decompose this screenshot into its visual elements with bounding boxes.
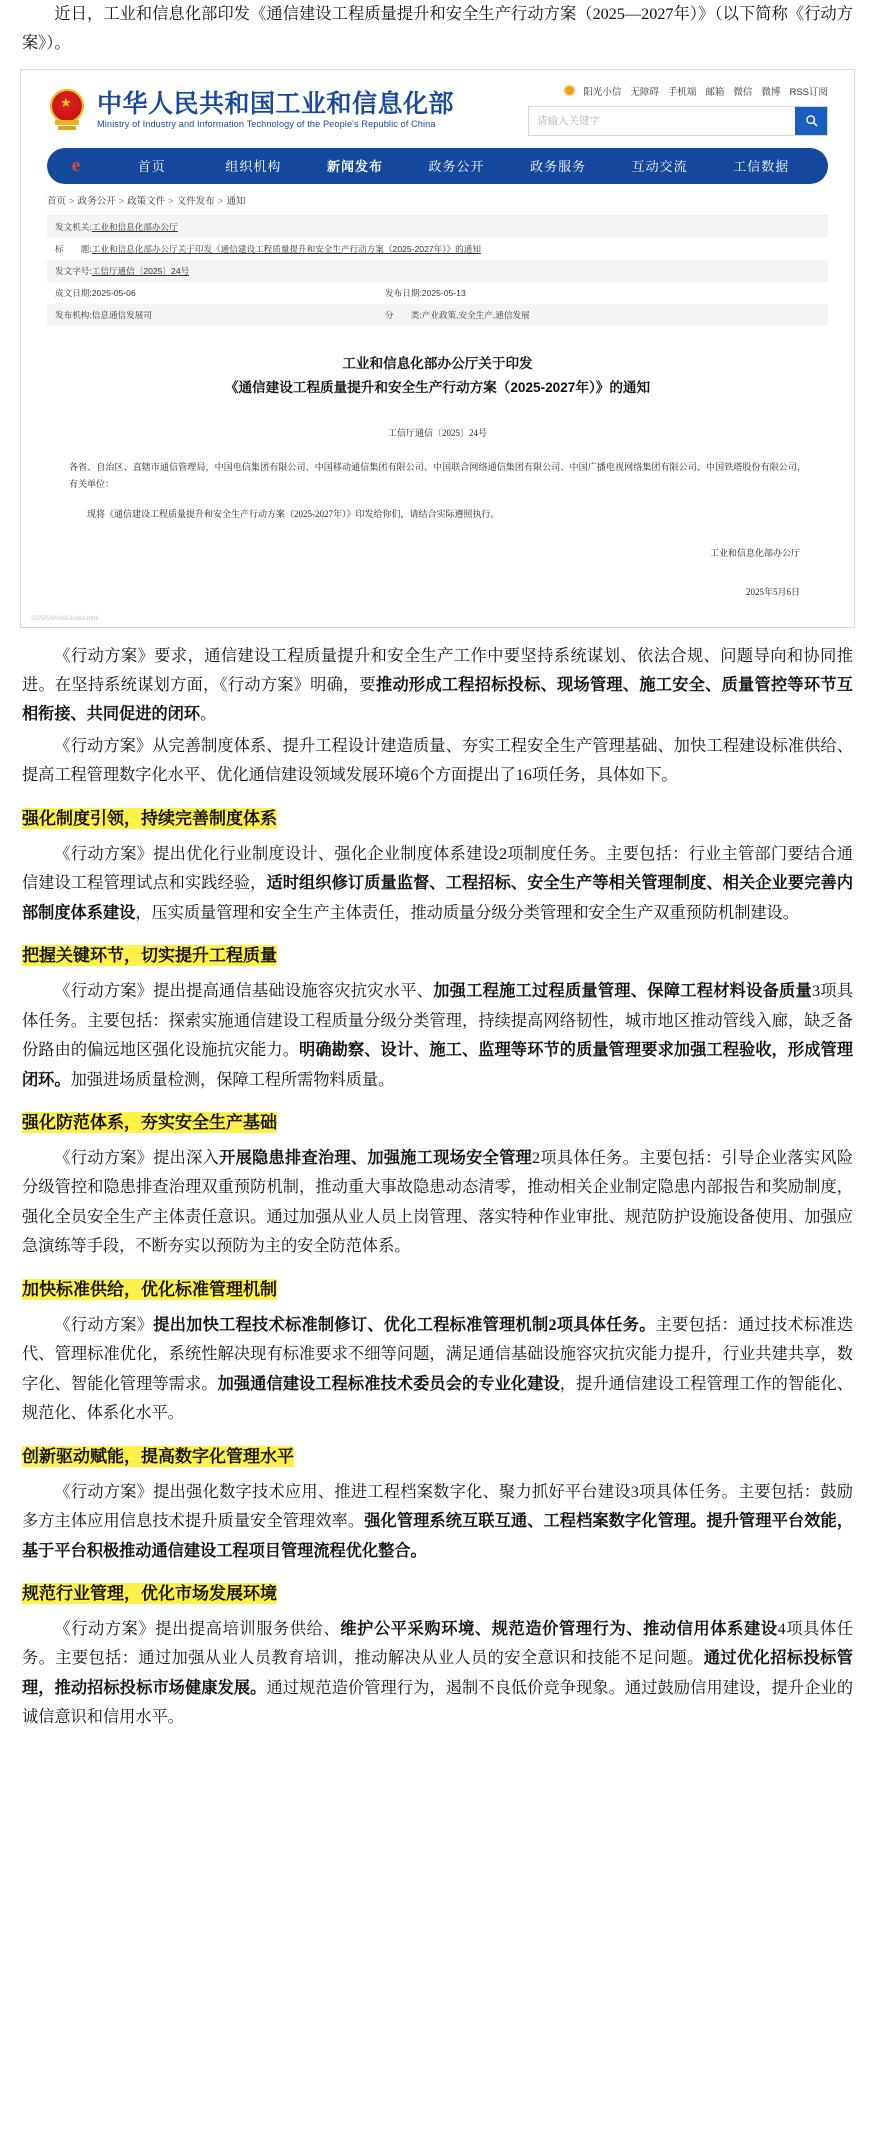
section-paragraph	[0, 1311, 875, 1429]
metadata-key: 发文机关:	[55, 221, 92, 232]
section-heading-text: 加快标准供给，优化标准管理机制	[22, 1279, 277, 1299]
metadata-key: 分 类:	[385, 310, 422, 321]
section-text-bold: 适时组织修订质量监督、工程招标、安全生产等相关管理制度、相关企业要完善内部制度体系建设	[22, 874, 854, 922]
search-button[interactable]	[795, 107, 827, 135]
breadcrumb-separator: >	[168, 195, 174, 207]
section-heading	[0, 1109, 875, 1138]
brand-name-en: Ministry of Industry and Information Technology of the People's Republic of China	[97, 118, 436, 129]
breadcrumb-item-document-release[interactable]: 文件发布	[176, 195, 215, 207]
requirements-text-lead: 《行动方案》要求，通信建设工程质量提升和安全生产工作中要坚持系统谋划、依法合规、问题导向和协同推进。在坚持系统谋划方面，《行动方案》明确，要	[22, 646, 853, 694]
section-heading-text: 规范行业管理，优化市场发展环境	[22, 1584, 277, 1604]
section-heading	[0, 805, 875, 834]
top-link-wechat[interactable]: 微信	[733, 86, 753, 98]
document-title-line2: 《通信建设工程质量提升和安全生产行动方案（2025-2027年）》的通知	[224, 379, 651, 395]
national-emblem-icon: ★	[47, 87, 87, 133]
section-heading	[0, 942, 875, 971]
site-header	[21, 70, 854, 146]
section-heading-text: 把握关键环节，切实提升工程质量	[22, 946, 277, 966]
sunshine-icon	[565, 86, 574, 95]
section-text: 3项具体任务。主要包括：探索实施通信建设工程质量分级分类管理，持续提高网络韧性，城市地区推动管线入廊，缺乏备份路由的偏远地区强化设施抗灾能力。	[22, 982, 854, 1060]
requirements-paragraph	[0, 642, 875, 730]
document-recipients: 各省、自治区、直辖市通信管理局，中国电信集团有限公司、中国移动通信集团有限公司、中国联合网络通信集团有限公司、中国广播电视网络集团有限公司、中国铁塔股份有限公司，有关单位：	[69, 461, 806, 490]
section-paragraph	[0, 977, 875, 1095]
section-text: 《行动方案》提出深入	[54, 1149, 220, 1167]
miit-logo-icon: e	[71, 154, 81, 176]
nav-item-interaction[interactable]: 互动交流	[631, 159, 688, 175]
metadata-value: 信息通信发展司	[91, 310, 152, 321]
nav-item-organization[interactable]: 组织机构	[225, 159, 282, 175]
section-text: 加强进场质量检测，保障工程所需物料质量。	[70, 1070, 395, 1089]
main-navigation	[47, 148, 828, 184]
section-text-bold: 明确勘察、设计、施工、监理等环节的质量管理要求加强工程验收，形成管理闭环。	[22, 1041, 854, 1089]
section-paragraph	[0, 1478, 875, 1566]
metadata-key: 成文日期:	[55, 288, 92, 299]
breadcrumb-separator: >	[118, 195, 125, 207]
metadata-key: 发文字号:	[55, 266, 92, 277]
search-bar	[528, 106, 828, 136]
top-link-mail[interactable]: 邮箱	[705, 86, 725, 98]
section-text: 通过规范造价管理行为，遏制不良低价竞争现象。通过鼓励信用建设，提升企业的诚信意识和信用水平。	[22, 1678, 854, 1727]
overview-paragraph: 《行动方案》从完善制度体系、提升工程设计建造质量、夯实工程安全生产管理基础、加快工程建设标准供给、提高工程管理数字化水平、优化通信建设领域发展环境6个方面提出了16项任务，具体如下。	[22, 736, 853, 785]
breadcrumb	[21, 184, 854, 213]
breadcrumb-item-notice[interactable]: 通知	[226, 195, 246, 207]
section-paragraph	[0, 1615, 875, 1733]
section-text: 4项具体任务。主要包括：通过加强从业人员教育培训，推动解决从业人员的安全意识和技能不足问题。	[22, 1620, 854, 1668]
section-heading	[0, 1276, 875, 1305]
section-text: ，压实质量管理和安全生产主体责任，推动质量分级分类管理和安全生产双重预防机制建设。	[135, 903, 799, 922]
top-link-rss[interactable]: RSS订阅	[789, 86, 828, 98]
section-text: 《行动方案》	[54, 1315, 154, 1334]
metadata-value[interactable]: 工信厅通信〔2025〕24号	[91, 266, 190, 277]
nav-item-government-affairs[interactable]: 政务公开	[428, 159, 485, 175]
document-main-text: 现将《通信建设工程质量提升和安全生产行动方案（2025-2027年）》印发给你们，请结合实际遵照执行。	[87, 508, 500, 519]
metadata-row-dates	[47, 282, 828, 304]
section-text: 《行动方案》提出强化数字技术应用、推进工程档案数字化、聚力抓好平台建设3项具体任务。主要包括：鼓励多方主体应用信息技术提升质量安全管理效率。	[22, 1482, 853, 1531]
nav-item-home[interactable]: 首页	[137, 159, 166, 175]
section-paragraph	[0, 840, 875, 928]
metadata-row-issuing-agency	[47, 216, 828, 238]
metadata-row-title	[47, 238, 828, 260]
metadata-key: 发布日期:	[385, 288, 422, 299]
search-icon	[805, 114, 818, 127]
requirements-text-bold: 推动形成工程招标投标、现场管理、施工安全、质量管控等环节互相衔接、共同促进的闭环	[22, 676, 853, 724]
section-text: ，提升通信建设工程管理工作的智能化、规范化、体系化水平。	[22, 1374, 854, 1423]
section-text-bold: 维护公平采购环境、规范造价管理行为、推动信用体系建设	[340, 1620, 778, 1638]
breadcrumb-separator: >	[217, 195, 224, 207]
metadata-value[interactable]: 工业和信息化部办公厅	[91, 221, 178, 232]
nav-item-news[interactable]: 新闻发布	[326, 159, 383, 175]
metadata-value[interactable]: 工业和信息化部办公厅关于印发《通信建设工程质量提升和安全生产行动方案（2025-2027年）》的通知	[91, 244, 481, 254]
site-brand	[47, 87, 454, 133]
document-signer: 工业和信息化部办公厅	[709, 548, 800, 559]
breadcrumb-item-government-affairs[interactable]: 政务公开	[77, 195, 116, 207]
section-text: 《行动方案》提出提高通信基础设施容灾抗灾水平、	[54, 982, 434, 1001]
section-text: 2项具体任务。主要包括：引导企业落实风险分级管控和隐患排查治理双重预防机制，推动重大事故隐患动态清零，推动相关企业制定隐患内部报告和奖励制度，强化全员安全生产主体责任意识。通过加强从业人员上岗管理、落实特种作业审批、规范防护设施设备使用、加强应急演练等手段，不断夯实以预防为主的安全防范体系。	[22, 1149, 854, 1256]
section-heading	[0, 1580, 875, 1609]
section-heading-text: 创新驱动赋能，提高数字化管理水平	[22, 1446, 294, 1466]
section-heading-text: 强化防范体系，夯实安全生产基础	[22, 1113, 277, 1133]
section-text: 《行动方案》提出优化行业制度设计、强化企业制度体系建设2项制度任务。主要包括：行业主管部门要结合通信建设工程管理试点和实践经验，	[22, 844, 853, 893]
document-number: 工信厅通信〔2025〕24号	[387, 427, 487, 438]
top-link-accessibility[interactable]: 无障碍	[630, 86, 659, 98]
breadcrumb-item-home[interactable]: 首页	[47, 195, 67, 207]
nav-item-data[interactable]: 工信数据	[733, 159, 790, 175]
section-paragraph	[0, 1144, 875, 1262]
brand-name-cn: 中华人民共和国工业和信息化部	[97, 89, 455, 118]
document-metadata-table	[47, 215, 828, 326]
requirements-text-tail: 。	[200, 705, 217, 724]
top-link-mobile[interactable]: 手机端	[667, 86, 697, 98]
metadata-row-document-number	[47, 260, 828, 282]
sections-container	[0, 805, 875, 1733]
section-text-bold: 通过优化招标投标管理，推动招标投标市场健康发展。	[22, 1649, 853, 1697]
section-text-bold: 加强通信建设工程标准技术委员会的专业化建设	[217, 1374, 560, 1393]
section-text-bold: 开展隐患排查治理、加强施工现场安全管理	[219, 1149, 533, 1167]
embedded-website-screenshot	[20, 69, 855, 628]
metadata-value: 2025-05-06	[91, 288, 136, 299]
metadata-key: 发布机构:	[55, 310, 92, 321]
metadata-value: 产业政策,安全生产,通信发展	[421, 310, 530, 321]
top-links	[528, 84, 828, 98]
section-heading	[0, 1443, 875, 1472]
section-text-bold: 加强工程施工过程质量管理、保障工程材料设备质量	[433, 982, 812, 1001]
header-right	[528, 84, 828, 136]
lead-paragraph: 近日，工业和信息化部印发《通信建设工程质量提升和安全生产行动方案（2025—2027年）》（以下简称《行动方案》）。	[22, 5, 853, 53]
top-link-sunshine[interactable]: 阳光小信	[583, 86, 622, 98]
section-text: 主要包括：通过技术标准迭代、管理标准优化，系统性解决现有标准要求不细等问题，满足通信基础设施容灾抗灾能力提升，行业共建共享，数字化、智能化管理等需求。	[22, 1315, 854, 1393]
metadata-row-agency-category	[47, 304, 828, 326]
section-text-bold: 强化管理系统互联互通、工程档案数字化管理。提升管理平台效能，基于平台积极推动通信建设工程项目管理流程优化整合。	[22, 1512, 854, 1560]
top-link-weibo[interactable]: 微博	[761, 86, 781, 98]
nav-item-services[interactable]: 政务服务	[530, 159, 587, 175]
metadata-value: 2025-05-13	[421, 288, 466, 299]
screenshot-footer-note: 2025/5/8/n881/index.html	[31, 615, 99, 622]
breadcrumb-item-policy-documents[interactable]: 政策文件	[127, 195, 166, 207]
section-heading-text: 强化制度引领，持续完善制度体系	[22, 808, 277, 828]
section-text-bold: 提出加快工程技术标准制修订、优化工程标准管理机制2项具体任务。	[153, 1315, 656, 1334]
metadata-key: 标 题:	[55, 244, 92, 254]
document-sign-date: 2025年5月6日	[745, 587, 800, 598]
document-body	[21, 326, 854, 611]
section-text: 《行动方案》提出提高培训服务供给、	[54, 1620, 341, 1638]
document-title-line1: 工业和信息化部办公厅关于印发	[342, 356, 533, 372]
search-input[interactable]	[529, 107, 795, 135]
breadcrumb-separator: >	[69, 195, 75, 207]
